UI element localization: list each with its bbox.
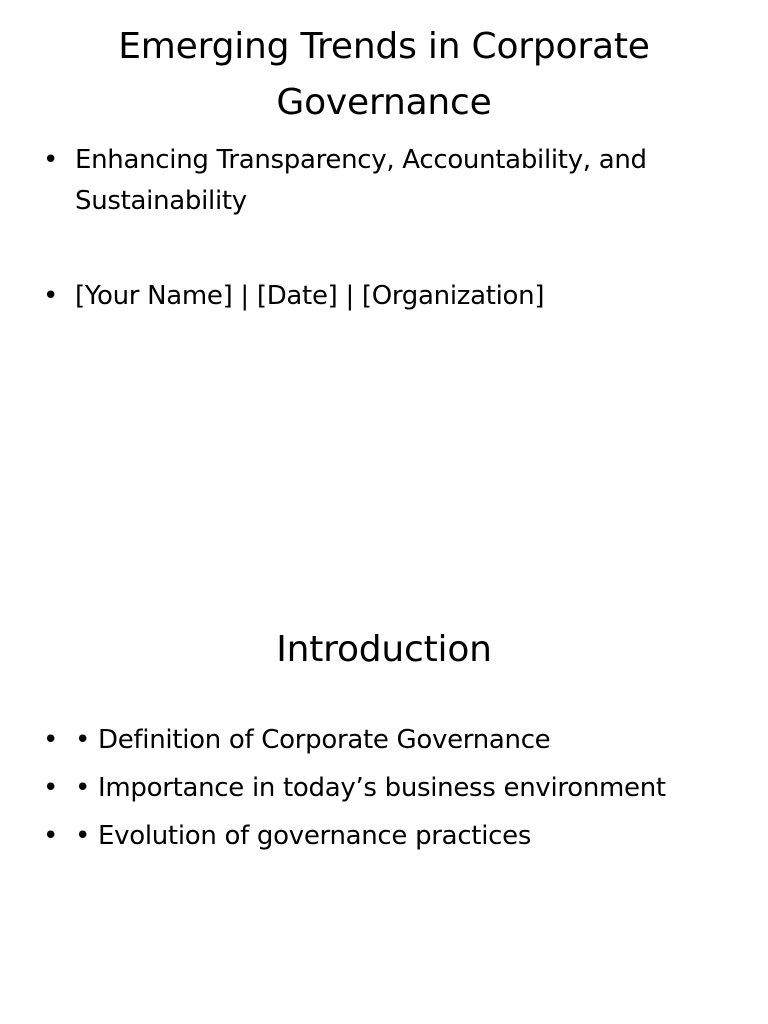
bullet-text: [Your Name] | [Date] | [Organization]	[75, 281, 545, 311]
bullet-dot-icon: •	[43, 725, 59, 755]
bullet-item	[38, 812, 738, 860]
bullet-dot-icon: •	[43, 145, 59, 175]
slide-heading-introduction: Introduction	[276, 629, 492, 670]
bullet-text: • Importance in today’s business environment	[75, 773, 666, 803]
bullet-text: • Evolution of governance practices	[75, 821, 532, 851]
bullet-item	[38, 140, 738, 222]
bullet-dot-icon: •	[43, 821, 59, 851]
slide-introduction	[0, 512, 768, 1024]
introduction-bullet-list	[38, 716, 738, 860]
title-slide-bullet-list	[38, 140, 738, 317]
bullet-item	[38, 716, 738, 764]
bullet-text: • Definition of Corporate Governance	[75, 725, 551, 755]
bullet-item	[38, 276, 738, 317]
bullet-dot-icon: •	[43, 281, 59, 311]
bullet-text: Enhancing Transparency, Accountability, and Sustainability	[75, 145, 647, 216]
bullet-item	[38, 764, 738, 812]
slide-title-heading: Emerging Trends in Corporate Governance	[118, 26, 650, 123]
bullet-dot-icon: •	[43, 773, 59, 803]
